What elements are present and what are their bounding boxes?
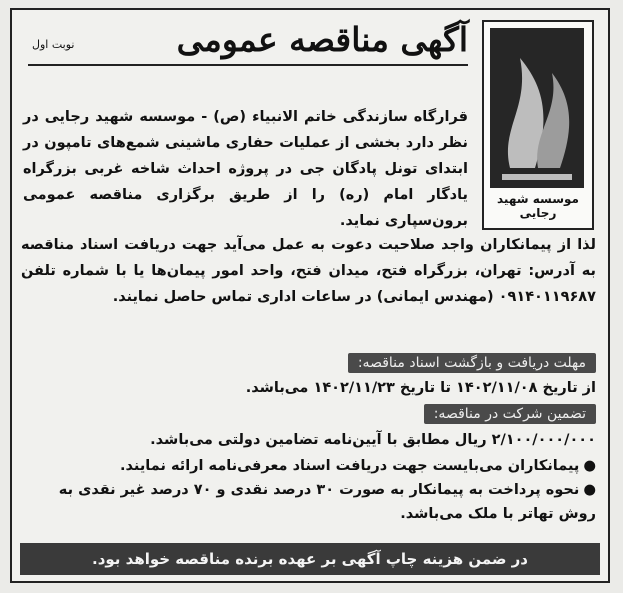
- tender-notice: [10, 8, 610, 583]
- logo-caption: موسسه شهید رجایی: [497, 192, 579, 220]
- list-item: ●نحوه پرداخت به پیمانکار به صورت ۳۰ درصد نقدی و ۷۰ درصد غیر نقدی به روش تهاتر با ملک می‌باشد.: [58, 482, 596, 522]
- stage-label: نوبت اول: [32, 38, 75, 51]
- bullet-icon: ●: [583, 482, 596, 498]
- footer-note: در ضمن هزینه چاپ آگهی بر عهده برنده مناقصه خواهد بود.: [20, 543, 600, 575]
- page-title: آگهی مناقصه عمومی: [176, 20, 468, 59]
- body-paragraph: لذا از پیمانکاران واجد صلاحیت دعوت به عمل می‌آید جهت دریافت اسناد مناقصه به آدرس: تهران، بزرگراه فتح، میدان فتح، واحد امور پیمان‌ها یا با شماره تلفن ۰۹۱۴۰۱۱۹۶۸۷ (مهندس ایمانی) در ساعات اداری تماس حاصل نمایند.: [21, 237, 596, 305]
- deadline-heading: مهلت دریافت و بازگشت اسناد مناقصه:: [348, 353, 596, 373]
- logo-icon: [490, 28, 584, 188]
- guarantee-text: ۲/۱۰۰/۰۰۰/۰۰۰ ریال مطابق با آیین‌نامه تضامین دولتی می‌باشد.: [150, 432, 596, 448]
- intro-paragraph: قرارگاه سازندگی خاتم الانبیاء (ص) - موسسه شهید رجایی در نظر دارد بخشی از عملیات حفاری ماشینی شمع‌های تامپون در ابتدای تونل پادگان جی در پروژه احداث شاخه غربی بزرگراه یادگار امام (ره) را از طریق برگزاری مناقصه عمومی برون‌سپاری نماید.: [23, 109, 468, 229]
- guarantee-heading: تضمین شرکت در مناقصه:: [424, 404, 596, 424]
- list-item: ●پیمانکاران می‌بایست جهت دریافت اسناد معرفی‌نامه ارائه نمایند.: [120, 458, 596, 474]
- bullet-icon: ●: [583, 458, 596, 474]
- deadline-text: از تاریخ ۱۴۰۲/۱۱/۰۸ تا تاریخ ۱۴۰۲/۱۱/۲۳ می‌باشد.: [245, 380, 596, 396]
- logo-panel: [482, 20, 594, 230]
- title-row: [28, 18, 468, 66]
